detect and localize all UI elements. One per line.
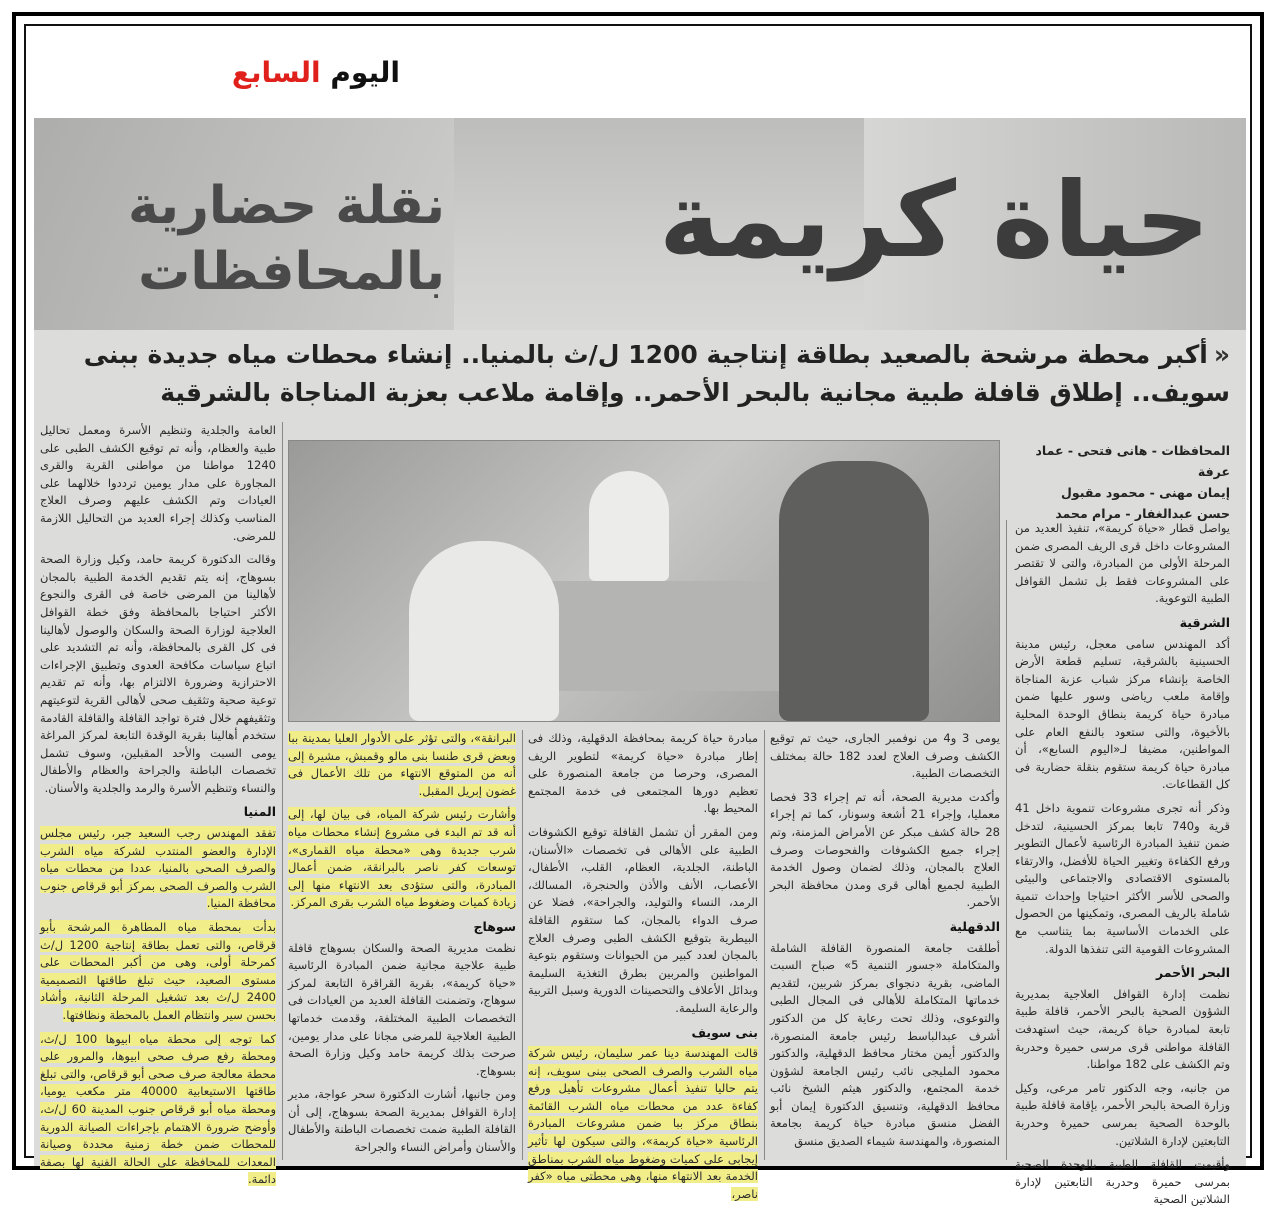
col3-p3-highlight: قالت المهندسة دينا عمر سليمان، رئيس شركة مياه الشرب والصرف الصحى ببنى سويف، إنه يتم حاليا تنفيذ أعمال مشروعات تأهيل ورفع كفاءة عدد من محطات مياه الشرب القائمة بنطاق مركز ببا ضمن مشروعات المبادرة الرئاسية «حياة كريمة»، والتى سيكون لها تأثير إيجابى على كميات وضغوط مياه الشرب بمناطق الخدمة بعد الانتهاء منها، وهى محطتى مياه «كفر ناصر،	[528, 1046, 758, 1201]
byline-line-2: إيمان مهنى - محمود مقبول	[1061, 485, 1230, 500]
byline	[1015, 440, 1230, 524]
column-rule-2	[764, 730, 765, 1160]
deck-marker: «	[1213, 340, 1230, 369]
byline-line-3: حسن عبدالغفار - مرام محمد	[1055, 506, 1230, 521]
column-rule-4	[282, 422, 283, 1160]
col1-red-sea-p2: من جانبه، وجه الدكتور تامر مرعى، وكيل وزارة الصحة بالبحر الأحمر، بإقامة قافلة طبية بالوحدة الصحية بمرسى حميرة وحدربة التابعتين لإدارة الشلاتين.	[1015, 1080, 1230, 1148]
byline-line-1: المحافظات - هانى فتحى - عماد عرفة	[1035, 443, 1230, 479]
col1-red-sea-p3: وأقيمت القافلة الطبية بالوحدة الصحية بمرسى حميرة وحدربة التابعتين لإدارة الشلاتين الصحية	[1015, 1157, 1230, 1207]
col5-p2: وقالت الدكتورة كريمة حامد، وكيل وزارة الصحة بسوهاج، إنه يتم تقديم الخدمة الطبية بالمجان لأهالينا من المرضى خاصة فى القرى والنجوع الأكثر احتياجا بالمحافظة وفق خطة القوافل العلاجية لوزارة الصحة والسكان والوصول لأهالينا فى كل القرى بالمحافظة، وأنه تم التشديد على اتباع سياسات مكافحة العدوى وتطبيق الإجراءات الاحترازية وضرورة الالتزام بها، وأنه تم تقديم توعية صحية وتثقيف صحى لأهالى القرية لتوعيتهم وتثقيفهم خلال فترة تواجد القافلة والقافلة القادمة ستخدم أهالينا بقرية الوقدة التابعة لمركز المراغة يومى السبت والأحد المقبلين، وسوف تشمل تخصصات الباطنة والجراحة والعظام والأطفال والنساء وتنظيم الأسرة والرمد والجلدية والأسنان.	[40, 552, 276, 795]
col5-p1: العامة والجلدية وتنظيم الأسرة ومعمل تحاليل طبية والعظام، وأنه تم توقيع الكشف الطبى على 1240 مواطنا من مواطنى القرية والقرى المجاورة على مدار يومين ترددوا خلالهما على العيادات وتم الكشف عليهم وصرف العلاج المناسب وكذلك إجراء العديد من التحاليل اللازمة للمرضى.	[40, 423, 276, 543]
photo-nurse	[409, 541, 559, 721]
photo-patient	[779, 461, 929, 721]
col4-p1	[288, 730, 516, 800]
col1-heading-sharqia: الشرقية	[1179, 614, 1230, 630]
column-rule-3	[522, 730, 523, 1160]
col5-p3-highlight: تفقد المهندس رجب السعيد جبر، رئيس مجلس الإدارة والعضو المنتدب لشركة مياه الشرب والصرف الصحى بالمنيا، عددا من محطات مياه الشرب والصرف الصحى بمركز أبو قرقاص جنوب محافظة المنيا.	[40, 826, 276, 911]
col4-heading-sohag: سوهاج	[473, 918, 516, 934]
clinic-photo	[288, 440, 1000, 722]
col2-heading-dakahlia: الدقهلية	[949, 918, 1000, 934]
col5-p4	[40, 919, 276, 1025]
col1-sharqia-p2: وذكر أنه تجرى مشروعات تنموية داخل 41 قرية و740 تابعا بمركز الحسينية، لتدخل ضمن تنفيذ المبادرة الرئاسية لأعمال التطوير ورفع الكفاءة وتغيير الحياة للأفضل، والارتقاء بالمستوى الاقتصادى والاجتماعى والبيئى والصحى للأسر الأكثر احتياجا وإحداث تنمية شاملة بالريف المصرى، وتمكينها من الحصول على الخدمات الأساسية بما يتناسب مع المشروعات القومية التى تنفذها الدولة.	[1015, 800, 1231, 956]
col5-p3	[40, 825, 276, 913]
column-1	[1015, 520, 1231, 1207]
col4-p1-highlight: البرانقة»، والتى تؤثر على الأدوار العليا بمدينة ببا وبعض قرى طنسا بنى مالو وقمبش، مشيرة إلى أنه من المتوقع الانتهاء من تلك الأعمال فى غضون إبريل المقبل.	[288, 731, 516, 798]
col4-p2-highlight: وأشارت رئيس شركة المياه، فى بيان لها، إلى أنه قد تم البدء فى مشروع إنشاء محطات مياه شرب جديدة وهى «محطة مياه القمارى»، توسعات كفر ناصر بالبرانقة، ضمن أعمال المبادرة، والتى ستؤدى بعد الانتهاء منها إلى زيادة كميات وضغوط مياه الشرب بقرى المركز.	[288, 807, 516, 910]
masthead	[170, 50, 436, 114]
col2-p3: أطلقت جامعة المنصورة القافلة الشاملة والمتكاملة «جسور التنمية 5» صباح السبت الماضى، بقرية دنجواى بمركز شربين، لتقديم خدماتها المتكاملة للأهالى فى المجال الطبى والتوعوى، وذلك تحت رعاية كل من الدكتور أشرف عبدالباسط رئيس جامعة المنصورة، والدكتور أيمن مختار محافظ الدقهلية، والدكتور محمود المليجى نائب رئيس الجامعة لشؤون خدمة المجتمع، والدكتور هيثم الشيخ نائب محافظ الدقهلية، وتنسيق الدكتورة إيمان أبو الفضل منسق مبادرة حياة كريمة بجامعة المنصورة، والمهندسة شيماء الصديق منسق	[770, 940, 1000, 1149]
column-rule-1	[1006, 520, 1007, 1160]
col4-p2	[288, 806, 516, 912]
col5-heading-minya: المنيا	[243, 804, 276, 820]
newspaper-logo	[232, 56, 400, 89]
col4-p3: نظمت مديرية الصحة والسكان بسوهاج قافلة طبية علاجية مجانية ضمن المبادرة الرئاسية «حياة كريمة»، بقرية القراقرة التابعة لمركز سوهاج، وتضمنت القافلة العديد من العيادات فى التخصصات الطبية المختلفة، وقدمت خدماتها الطبية العلاجية للمرضى مجانا على مدار يومين، صرحت بذلك كريمة حامد وكيل وزارة الصحة بسوهاج.	[288, 940, 516, 1078]
col1-heading-red-sea: البحر الأحمر	[1156, 965, 1230, 981]
deck-summary	[40, 336, 1230, 412]
col3-p1: مبادرة حياة كريمة بمحافظة الدقهلية، وذلك فى إطار مبادرة «حياة كريمة» لتطوير الريف المصرى، وحرصا من جامعة المنصورة على تعظيم دورها المجتمعى فى خدمة المجتمع المحيط بها.	[528, 731, 758, 816]
logo-part-1: اليوم	[330, 56, 400, 89]
column-4	[288, 730, 516, 1160]
col1-intro: يواصل قطار «حياة كريمة»، تنفيذ العديد من المشروعات داخل قرى الريف المصرى ضمن المرحلة الأولى من المبادرة، والتى لا تقتصر على المشروعات فقط بل تشمل القوافل الطبية التوعوية.	[1015, 521, 1230, 606]
col2-p2: وأكدت مديرية الصحة، أنه تم إجراء 33 فحصا معمليا، وإجراء 21 أشعة وسونار، كما تم إجراء 28 حالة كشف مبكر عن الأمراض المزمنة، وتم إجراء جميع الكشوفات والفحوصات وصرف العلاج بالمجان، وذلك لضمان وصول الخدمة الطبية لجميع أهالى قرى ومدن محافظة البحر الأحمر.	[770, 789, 1001, 910]
headline-side-1: نقلة حضارية	[127, 176, 445, 236]
col1-red-sea-p1: نظمت إدارة القوافل العلاجية بمديرية الشؤون الصحية بالبحر الأحمر، قافلة طبية تابعة لمبادرة حياة كريمة، حيث استهدفت القافلة مواطنى قرى مرسى حميرة وحدربة وتم الكشف على 182 مواطنا.	[1015, 986, 1230, 1072]
deck-text: أكبر محطة مرشحة بالصعيد بطاقة إنتاجية 1200 ل/ث بالمنيا.. إنشاء محطات مياه جديدة ببنى سويف.. إطلاق قافلة طبية مجانية بالبحر الأحمر.. وإقامة ملاعب بعزبة المناجاة بالشرقية	[83, 340, 1230, 407]
headline-main: حياة كريمة	[658, 159, 1210, 281]
col2-p1: يومى 3 و4 من نوفمبر الجارى، حيث تم توقيع الكشف وصرف العلاج لعدد 182 حالة بمختلف التخصصات الطبية.	[770, 731, 1000, 781]
col5-p4-highlight: بدأت بمحطة مياه المطاهرة المرشحة بأبو قرقاص، والتى تعمل بطاقة إنتاجية 1200 ل/ث كمرحلة أولى، وهى من أكبر المحطات على مستوى الصعيد، حيث تبلغ طاقتها التصميمية 2400 ل/ث بعد تشغيل المرحلة الثانية، وأشاد بحسن سير وانتظام العمل بالمحطة ونظافتها.	[40, 920, 276, 1022]
col3-heading-beni-suef: بنى سويف	[691, 1024, 758, 1040]
column-3	[528, 730, 758, 1201]
col3-p3	[528, 1045, 758, 1203]
logo-part-2: السابع	[231, 56, 321, 89]
col1-sharqia-p1: أكد المهندس سامى معجل، رئيس مدينة الحسينية بالشرقية، تسليم قطعة الأرض الخاصة بإنشاء مركز شباب عزبة المناجاة وإقامة ملعب رياضى وسور عليها ضمن مبادرة حياة كريمة بنطاق الوحدة المحلية بالأخيوة، والتى ستعود بالنفع العام على المواطنين، مضيفا لـ«اليوم السابع»، أن مبادرة حياة كريمة ستقوم بنقلة حضارية فى كل القطاعات.	[1015, 636, 1230, 792]
col3-p2: ومن المقرر أن تشمل القافلة توقيع الكشوفات الطبية على الأهالى فى تخصصات «الأسنان، الباطنة، الجلدية، العظام، القلب، الأطفال، الأعصاب، الأنف والأذن والحنجرة، المسالك، الرمد، النساء والتوليد، والجراحة»، فضلا عن صرف الدواء بالمجان، كما ستقوم القافلة البيطرية بتوقيع الكشف الطبى وصرف العلاج بالمجان لعدد كبير من الحيوانات وستقوم بتوعية المواطنين والمربين بطرق التغذية السليمة وبدائل الأعلاف والتحصينات الدورية وسبل التربية والرعاية السليمة.	[528, 824, 758, 1015]
col4-p4: ومن جانبها، أشارت الدكتورة سحر عواجة، مدير إدارة القوافل بمديرية الصحة بسوهاج، إلى أن القافلة الطبية ضمت تخصصات الباطنة والأطفال والأسنان وأمراض النساء والجراحة	[288, 1087, 516, 1155]
photo-doctor	[589, 471, 669, 581]
col5-p5-highlight: كما توجه إلى محطة مياه ابيوها 100 ل/ث، ومحطة رفع صرف صحى ابيوها، والمرور على محطة معالجة صرف صحى أبو قرقاص، والتى تبلغ طاقتها الاستيعابية 40000 متر مكعب يوميا، ومحطة مياه أبو قرقاص جنوب المدينة 60 ل/ث، وأوضح ضرورة الاهتمام بإجراءات الصيانة الدورية للمحطات ضمن خطة زمنية محددة وصيانة المعدات للمحافظة على الحالة الفنية لها بصفة دائمة.	[40, 1031, 276, 1187]
col5-p5	[40, 1031, 276, 1189]
headline-side-2: بالمحافظات	[138, 242, 445, 302]
column-2	[770, 730, 1000, 1160]
column-5	[40, 422, 276, 1187]
